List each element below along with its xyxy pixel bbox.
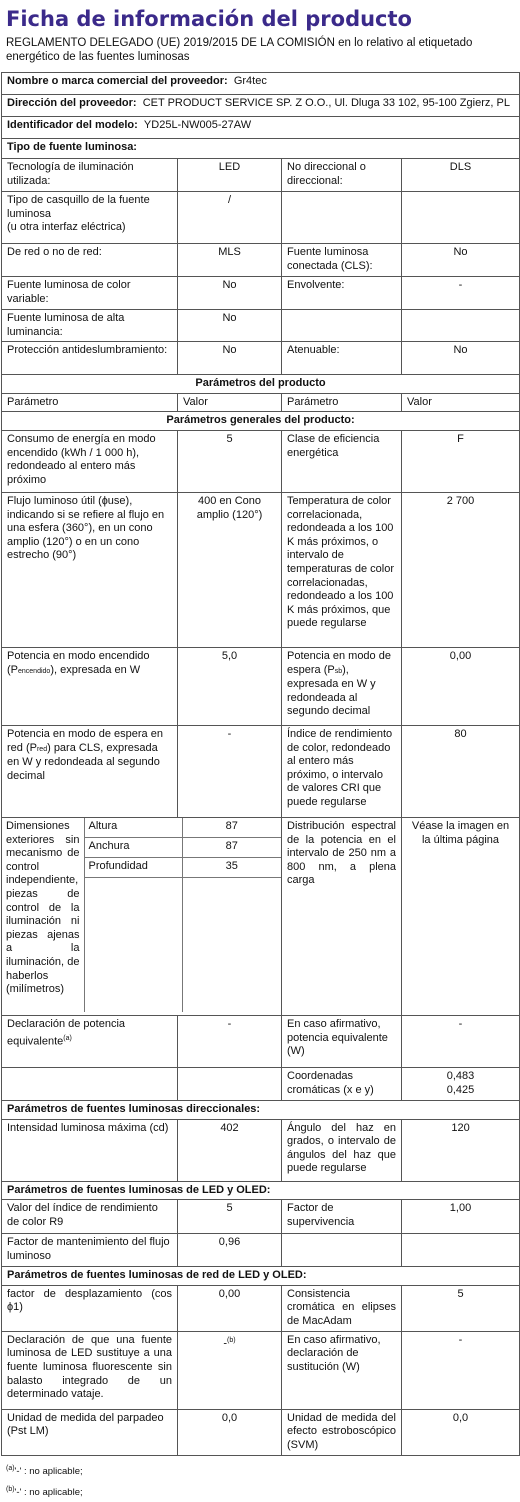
height-name: Altura — [84, 818, 182, 837]
col-param-header: Parámetro — [282, 393, 402, 412]
network-standby-value: - — [178, 725, 282, 817]
power-on-label: Potencia en modo encendido (Pencendido), expresada en W — [2, 647, 178, 725]
directional-heading: Parámetros de fuentes luminosas direccionales: — [2, 1100, 520, 1119]
chroma-y: 0,425 — [446, 1083, 475, 1096]
high-luminance-label: Fuente luminosa de alta luminancia: — [2, 310, 178, 342]
cri-label: Índice de rendimiento de color, redondeado al entero más próximo, o intervalo de valores CRI que puede regularse — [282, 725, 402, 817]
cap-type-value: / — [178, 192, 282, 244]
flicker-value: 0,0 — [178, 1409, 282, 1455]
width-name: Anchura — [84, 837, 182, 857]
anti-glare-value: No — [178, 342, 282, 375]
page-title: Ficha de información del producto — [6, 7, 412, 31]
equivalent-value: - — [178, 1015, 282, 1067]
empty-cell — [402, 192, 520, 244]
equivalent-power-value: - — [402, 1015, 520, 1067]
standby-power-label: Potencia en modo de espera (Psb), expresada en W y redondeada al segundo decimal — [282, 647, 402, 725]
supplier-label: Nombre o marca comercial del proveedor: — [7, 75, 228, 87]
flux-label: Flujo luminoso útil (ɸuse), indicando si se refiere al flujo en una esfera (360°), en un cono amplio (120°) o en un cono estrecho (90°) — [2, 492, 178, 647]
footnote-b: $^{(b)}$'-' : no aplicable; — [6, 1485, 83, 1499]
cct-value: 2 700 — [402, 492, 520, 647]
standby-power-value: 0,00 — [402, 647, 520, 725]
color-variable-label: Fuente luminosa de color variable: — [2, 277, 178, 310]
tech-value: LED — [178, 159, 282, 192]
address-value: CET PRODUCT SERVICE SP. Z O.O., Ul. Dluga 33 102, 95-100 Zgierz, PL — [142, 97, 510, 109]
replacement-declaration-value: -$^{(b)}$ — [178, 1331, 282, 1409]
model-label: Identificador del modelo: — [7, 119, 138, 131]
flicker-label: Unidad de medida del parpadeo (Pst LM) — [2, 1409, 178, 1455]
anti-glare-label: Protección antideslumbramiento: — [2, 342, 178, 375]
spectral-label: Distribución espectral de la potencia en el intervalo de 250 nm a 800 nm, a plena carga — [282, 817, 402, 1015]
depth-value: 35 — [182, 857, 281, 877]
chromatic-consistency-label: Consistencia cromática en elipses de MacAdam — [282, 1285, 402, 1331]
chroma-value — [402, 1067, 520, 1100]
efficiency-class-value: F — [402, 430, 520, 492]
replacement-power-label: En caso afirmativo, declaración de sustitución (W) — [282, 1331, 402, 1409]
chroma-label: Coordenadas cromáticas (x e y) — [282, 1067, 402, 1100]
model-row — [2, 117, 520, 139]
chromatic-consistency-value: 5 — [402, 1285, 520, 1331]
mains-label: De red o no de red: — [2, 244, 178, 277]
consumption-label: Consumo de energía en modo encendido (kWh / 1 000 h), redondeado al entero más próximo — [2, 430, 178, 492]
maintenance-label: Factor de mantenimiento del flujo luminoso — [2, 1234, 178, 1267]
empty-cell — [402, 310, 520, 342]
dimensions-table — [2, 818, 281, 1012]
max-intensity-value: 402 — [178, 1119, 282, 1181]
empty-cell — [178, 1067, 282, 1100]
source-type-heading: Tipo de fuente luminosa: — [2, 139, 520, 159]
displacement-label: factor de desplazamiento (cos ϕ1) — [2, 1285, 178, 1331]
footnotes — [0, 1460, 520, 1502]
maintenance-value: 0,96 — [178, 1234, 282, 1267]
r9-label: Valor del índice de rendimiento de color R9 — [2, 1200, 178, 1234]
cap-type-label: Tipo de casquillo de la fuente luminosa (u otra interfaz eléctrica) — [2, 192, 178, 244]
product-params-heading: Parámetros del producto — [2, 375, 520, 394]
beam-angle-value: 120 — [402, 1119, 520, 1181]
empty-cell — [282, 310, 402, 342]
supplier-row — [2, 73, 520, 95]
dimmable-value: No — [402, 342, 520, 375]
info-table — [1, 72, 520, 1456]
col-param-header: Parámetro — [2, 393, 178, 412]
equivalent-label: Declaración de potencia equivalente$^{(a)}$ — [2, 1015, 178, 1067]
dimensions-cell — [2, 817, 282, 1015]
address-row — [2, 95, 520, 117]
mains-value: MLS — [178, 244, 282, 277]
depth-name: Profundidad — [84, 857, 182, 877]
width-value: 87 — [182, 837, 281, 857]
r9-value: 5 — [178, 1200, 282, 1234]
survival-value: 1,00 — [402, 1200, 520, 1234]
col-value-header: Valor — [178, 393, 282, 412]
stroboscopic-value: 0,0 — [402, 1409, 520, 1455]
empty-cell — [402, 1234, 520, 1267]
stroboscopic-label: Unidad de medida del efecto estroboscópico (SVM) — [282, 1409, 402, 1455]
empty-cell — [282, 1234, 402, 1267]
cls-label: Fuente luminosa conectada (CLS): — [282, 244, 402, 277]
general-params-heading: Parámetros generales del producto: — [2, 412, 520, 431]
height-value: 87 — [182, 818, 281, 837]
beam-angle-label: Ángulo del haz en grados, o intervalo de ángulos del haz que puede regularse — [282, 1119, 402, 1181]
empty-cell — [182, 877, 281, 1012]
dimmable-label: Atenuable: — [282, 342, 402, 375]
regulation-intro: REGLAMENTO DELEGADO (UE) 2019/2015 DE LA COMISIÓN en lo relativo al etiquetado energético de las fuentes luminosas — [6, 37, 473, 63]
max-intensity-label: Intensidad luminosa máxima (cd) — [2, 1119, 178, 1181]
chroma-x: 0,483 — [446, 1069, 475, 1082]
high-luminance-value: No — [178, 310, 282, 342]
empty-cell — [282, 192, 402, 244]
cls-value: No — [402, 244, 520, 277]
model-value: YD25L-NW005-27AW — [143, 119, 252, 131]
directional-value: DLS — [402, 159, 520, 192]
led-net-heading: Parámetros de fuentes luminosas de red de LED y OLED: — [2, 1267, 520, 1286]
footnote-a: $^{(a)}$'-' : no aplicable; — [6, 1464, 83, 1477]
tech-label: Tecnología de iluminación utilizada: — [2, 159, 178, 192]
efficiency-class-label: Clase de eficiencia energética — [282, 430, 402, 492]
envelope-label: Envolvente: — [282, 277, 402, 310]
color-variable-value: No — [178, 277, 282, 310]
equivalent-power-label: En caso afirmativo, potencia equivalente (W) — [282, 1015, 402, 1067]
displacement-value: 0,00 — [178, 1285, 282, 1331]
replacement-declaration-label: Declaración de que una fuente luminosa de LED sustituye a una fuente luminosa fluorescente sin balasto integrado de un determinado vataje. — [2, 1331, 178, 1409]
replacement-power-value: - — [402, 1331, 520, 1409]
flux-value: 400 en Cono amplio (120°) — [178, 492, 282, 647]
consumption-value: 5 — [178, 430, 282, 492]
cct-label: Temperatura de color correlacionada, redondeada a los 100 K más próximos, o intervalo de temperaturas de color correlacionadas, redondeado a los 100 K más próximos, que puede regularse — [282, 492, 402, 647]
spectral-value: Véase la imagen en la última página — [402, 817, 520, 1015]
led-heading: Parámetros de fuentes luminosas de LED y OLED: — [2, 1181, 520, 1200]
cri-value: 80 — [402, 725, 520, 817]
empty-cell — [2, 1067, 178, 1100]
power-on-value: 5,0 — [178, 647, 282, 725]
col-value-header: Valor — [402, 393, 520, 412]
dimensions-label: Dimensiones exteriores sin mecanismo de control independiente, piezas de control de la iluminación ni piezas ajenas a la iluminación, de haberlos (milímetros) — [2, 818, 84, 1012]
address-label: Dirección del proveedor: — [7, 97, 137, 109]
empty-cell — [84, 877, 182, 1012]
directional-label: No direccional o direccional: — [282, 159, 402, 192]
supplier-value: Gr4tec — [233, 75, 267, 87]
survival-label: Factor de supervivencia — [282, 1200, 402, 1234]
envelope-value: - — [402, 277, 520, 310]
network-standby-label: Potencia en modo de espera en red (Pred) para CLS, expresada en W y redondeada al segundo decimal — [2, 725, 178, 817]
